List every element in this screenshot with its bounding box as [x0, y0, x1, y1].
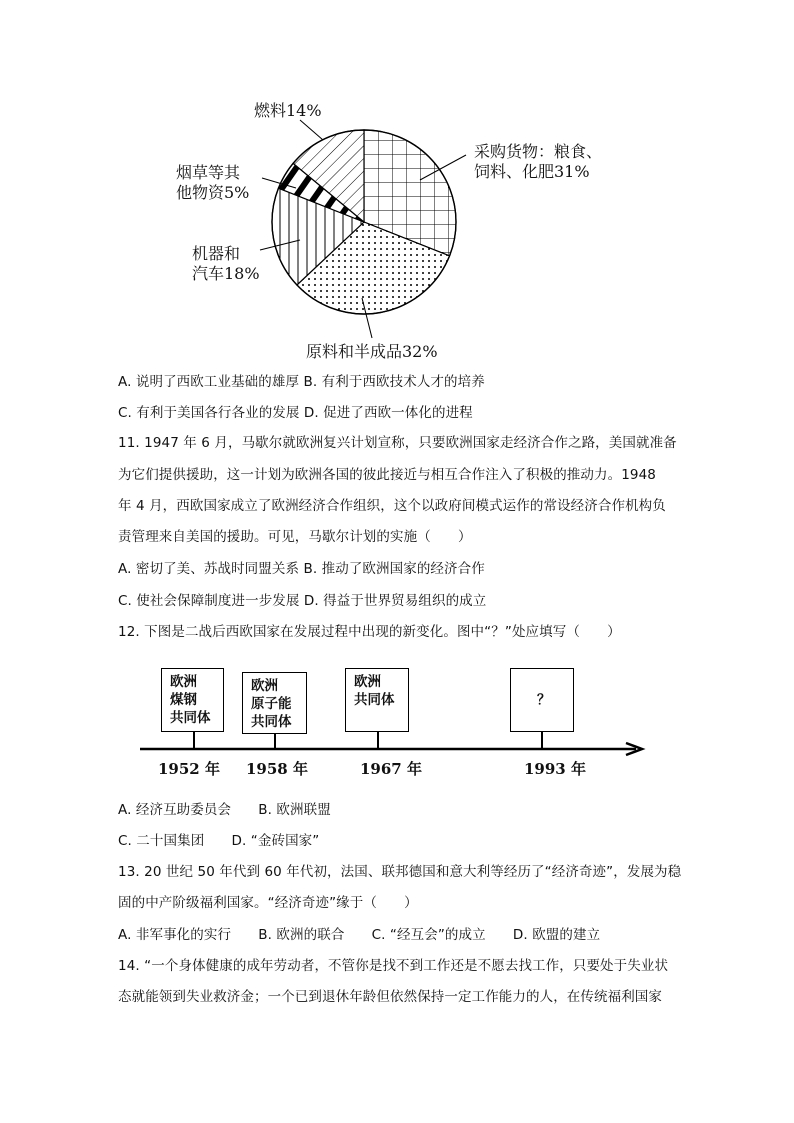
q11-options-line2: C. 使社会保障制度进一步发展 D. 得益于世界贸易组织的成立 [118, 593, 487, 609]
q11-options-line1: A. 密切了美、苏战时同盟关系 B. 推动了欧洲国家的经济合作 [118, 561, 485, 577]
timeline-year-1993: 1993 年 [524, 760, 586, 778]
timeline-axis-arrow [140, 741, 646, 757]
q12-options-line1: A. 经济互助委员会 B. 欧洲联盟 [118, 802, 331, 818]
pie-chart-svg [0, 0, 794, 370]
q11-stem-line3: 年 4 月，西欧国家成立了欧洲经济合作组织，这个以政府间模式运作的常设经济合作机构负 [118, 498, 666, 514]
timeline-box-unknown: ？ [510, 668, 574, 732]
label-fuel: 燃料14% [254, 101, 322, 120]
q11-stem-line4: 责管理来自美国的援助。可见，马歇尔计划的实施（ ） [118, 529, 472, 545]
timeline-box-ec: 欧洲 共同体 [345, 668, 409, 732]
label-raw-materials: 原料和半成品32% [306, 342, 438, 361]
q11-stem-line1: 11. 1947 年 6 月，马歇尔就欧洲复兴计划宣称，只要欧洲国家走经济合作之路，美国就准备 [118, 435, 677, 451]
q14-stem-line1: 14. “一个身体健康的成年劳动者，不管你是找不到工作还是不愿去找工作，只要处于失业状 [118, 958, 669, 974]
label-tobacco: 烟草等其 他物资5% [176, 163, 250, 202]
timeline-year-1967: 1967 年 [360, 760, 422, 778]
q11-stem-line2: 为它们提供援助，这一计划为欧洲各国的彼此接近与相互合作注入了积极的推动力。1948 [118, 467, 656, 483]
q12-stem: 12. 下图是二战后西欧国家在发展过程中出现的新变化。图中“？”处应填写（ ） [118, 624, 621, 640]
timeline-box-euratom: 欧洲 原子能 共同体 [242, 672, 307, 734]
timeline-year-1958: 1958 年 [246, 760, 308, 778]
q13-options: A. 非军事化的实行 B. 欧洲的联合 C. “经互会”的成立 D. 欧盟的建立 [118, 927, 601, 943]
timeline-box-ecsc: 欧洲 煤钢 共同体 [161, 668, 224, 732]
q10-options-line2: C. 有利于美国各行各业的发展 D. 促进了西欧一体化的进程 [118, 405, 473, 421]
q12-options-line2: C. 二十国集团 D. “金砖国家” [118, 833, 320, 849]
leader-line-fuel [300, 120, 323, 140]
timeline-year-1952: 1952 年 [158, 760, 220, 778]
label-machinery: 机器和 汽车18% [192, 244, 260, 283]
label-purchases: 采购货物：粮食、 饲料、化肥31% [474, 142, 603, 181]
q13-stem-line1: 13. 20 世纪 50 年代到 60 年代初，法国、联邦德国和意大利等经历了“经济奇迹”，发展为稳 [118, 864, 682, 880]
q13-stem-line2: 固的中产阶级福利国家。“经济奇迹”缘于（ ） [118, 895, 418, 911]
q10-options-line1: A. 说明了西欧工业基础的雄厚 B. 有利于西欧技术人才的培养 [118, 374, 485, 390]
q14-stem-line2: 态就能领到失业救济金；一个已到退休年龄但依然保持一定工作能力的人，在传统福利国家 [118, 989, 662, 1005]
pie-chart [0, 0, 794, 370]
